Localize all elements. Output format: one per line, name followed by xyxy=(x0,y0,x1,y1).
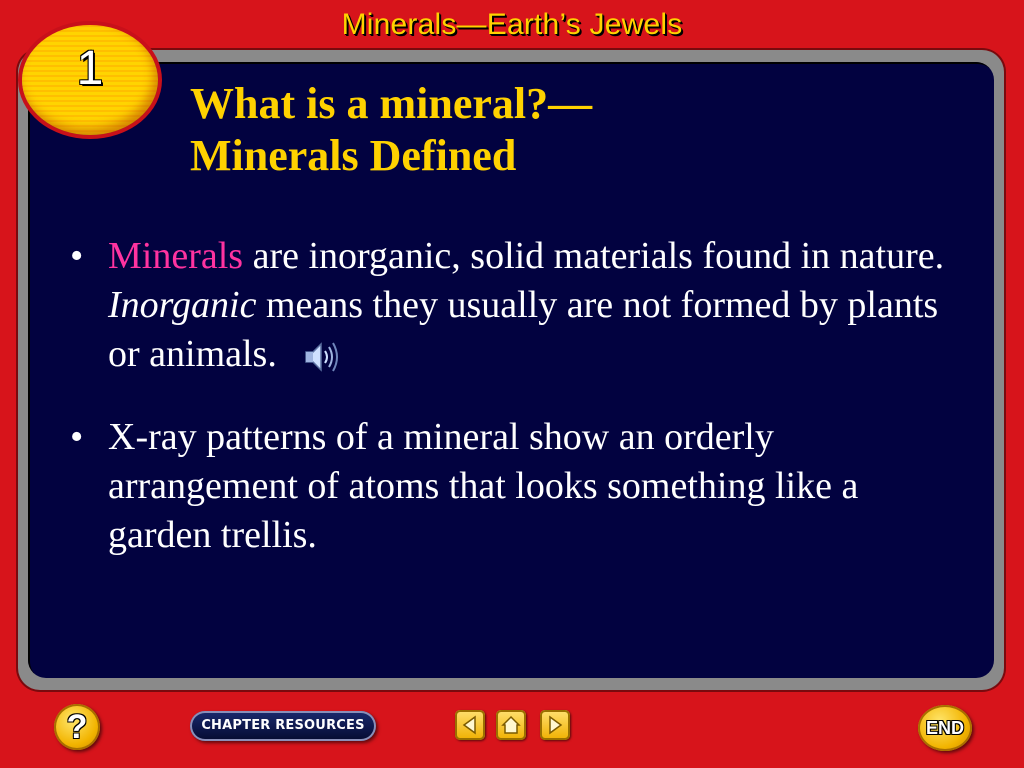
next-button[interactable] xyxy=(540,710,570,740)
presentation-title: Minerals—Earth’s Jewels xyxy=(341,8,683,41)
home-icon xyxy=(496,710,526,740)
home-button[interactable] xyxy=(496,710,526,740)
bullet-text: means they usually are not formed by plants or animals. xyxy=(108,284,939,375)
section-badge xyxy=(22,25,158,135)
slide-title-line-1: What is a mineral?— xyxy=(190,79,593,128)
slide-title-line-2: Minerals Defined xyxy=(190,131,517,180)
key-term[interactable]: Minerals xyxy=(108,235,244,277)
speaker-icon[interactable] xyxy=(300,337,342,377)
italic-term: Inorganic xyxy=(108,284,257,326)
bullet-dot: • xyxy=(70,416,84,458)
bullet-text: are inorganic, solid materials found in nature. xyxy=(243,235,945,277)
end-button[interactable]: END xyxy=(918,705,972,751)
section-number: 1 xyxy=(76,42,104,95)
bullet-item xyxy=(70,232,970,379)
chapter-resources-button[interactable]: CHAPTER RESOURCES xyxy=(190,711,376,741)
bullet-list xyxy=(70,232,970,594)
bullet-dot: • xyxy=(70,235,84,277)
slide-title xyxy=(190,78,890,182)
help-button[interactable]: ? xyxy=(54,704,100,750)
previous-button[interactable] xyxy=(455,710,485,740)
bullet-item xyxy=(70,413,970,560)
arrow-right-icon xyxy=(540,710,570,740)
bullet-text: X-ray patterns of a mineral show an orderly arrangement of atoms that looks something like a garden trellis. xyxy=(108,416,859,556)
arrow-left-icon xyxy=(455,710,485,740)
